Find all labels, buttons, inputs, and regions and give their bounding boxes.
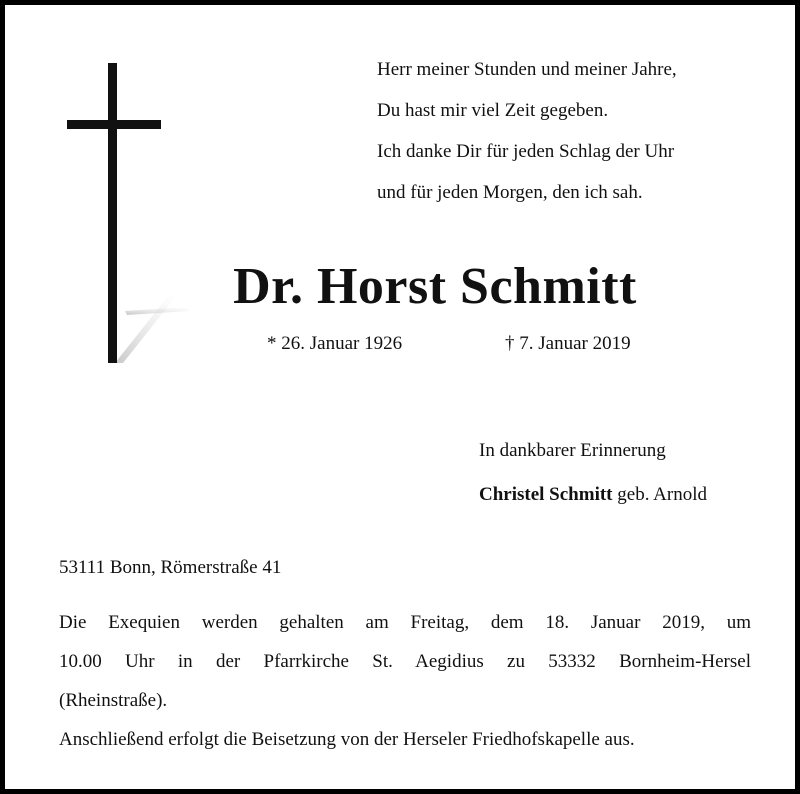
- mourners: [479, 429, 707, 517]
- service-line: Anschließend erfolgt die Beisetzung von der Herseler Friedhofskapelle aus.: [59, 729, 635, 750]
- service-line: Die Exequien werden gehalten am Freitag, dem 18. Januar 2019, um: [59, 612, 751, 633]
- service-line: 10.00 Uhr in der Pfarrkirche St. Aegidius zu 53332 Bornheim-Hersel: [59, 651, 751, 672]
- mourner-name: Christel Schmitt: [479, 484, 613, 505]
- death-date: † 7. Januar 2019: [505, 333, 631, 354]
- poem-line: Herr meiner Stunden und meiner Jahre,: [377, 59, 677, 80]
- mourner-line: [479, 473, 707, 517]
- poem-line: und für jeden Morgen, den ich sah.: [377, 182, 643, 203]
- birth-date: * 26. Januar 1926: [267, 333, 403, 354]
- service-info: [59, 603, 751, 759]
- service-line: (Rheinstraße).: [59, 690, 168, 711]
- poem: [377, 49, 677, 213]
- deceased-name: Dr. Horst Schmitt: [233, 258, 637, 315]
- mourner-suffix: geb. Arnold: [612, 484, 707, 505]
- cross-icon: [65, 63, 195, 368]
- poem-line: Ich danke Dir für jeden Schlag der Uhr: [377, 141, 675, 162]
- memory-line: In dankbarer Erinnerung: [479, 440, 666, 461]
- address: 53111 Bonn, Römerstraße 41: [59, 557, 282, 578]
- poem-line: Du hast mir viel Zeit gegeben.: [377, 100, 609, 121]
